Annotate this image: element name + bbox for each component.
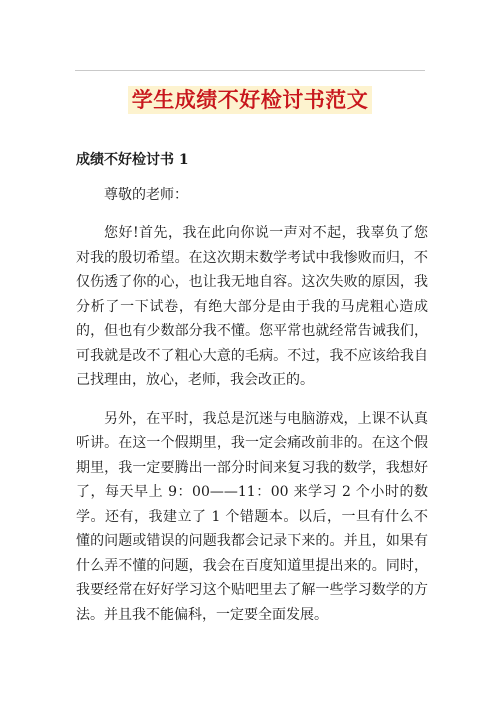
document-body [76,148,428,627]
header-divider [75,70,425,71]
paragraph-plan: 另外，在平时，我总是沉迷与电脑游戏，上课不认真听讲。在这一个假期里，我一定会痛改前非的。在这个假期里，我一定要腾出一部分时间来复习我的数学，我想好了，每天早上 9：00——11：00 来学习 2 个小时的数学。还有，我建立了 1 个错题本。以后，一旦有什么不懂的问题或错误的问题我都会记录下来的。并且，如果有什么弄不懂的问题，我会在百度知道里提出来的。同时，我要经常在好好学习这个贴吧里去了解一些学习数学的方法。并且我不能偏科，一定要全面发展。 [76,410,428,623]
document-title: 学生成绩不好检讨书范文 [128,86,373,114]
title-container [0,86,500,114]
paragraph-apology: 您好!首先，我在此向你说一声对不起，我辜负了您对我的殷切希望。在这次期末数学考试中我惨败而归，不仅伤透了你的心，也让我无地自容。这次失败的原因，我分析了一下试卷，有绝大部分是由于我的马虎粗心造成的，但也有少数部分我不懂。您平常也就经常告诫我们，可我就是改不了粗心大意的毛病。不过，我不应该给我自己找理由，放心，老师，我会改正的。 [76,225,428,388]
section-heading: 成绩不好检讨书 1 [76,152,189,168]
salutation: 尊敬的老师： [104,186,188,203]
